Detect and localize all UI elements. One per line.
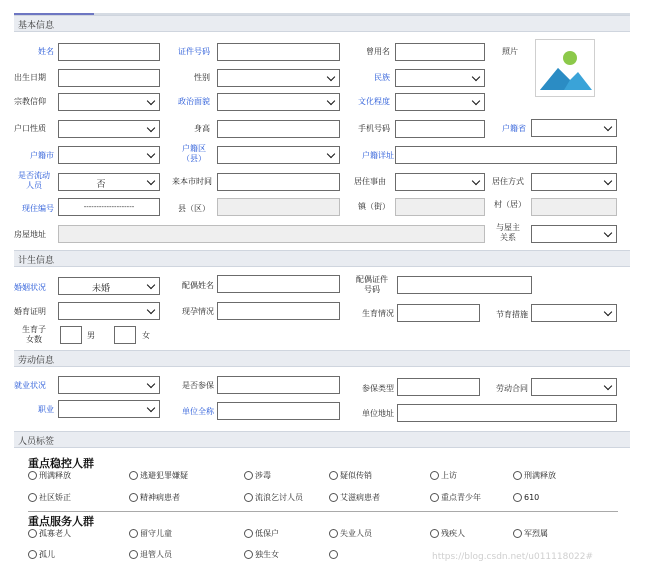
- key-service-title: 重点服务人群: [28, 515, 94, 528]
- tag-option-label: 刑满释放: [524, 471, 556, 480]
- spouse-name-label: 配偶姓名: [182, 281, 214, 290]
- employer-input[interactable]: [217, 402, 340, 420]
- radio-circle-icon: [430, 529, 439, 538]
- insurance-type-input[interactable]: [397, 378, 480, 396]
- radio-circle-icon: [430, 493, 439, 502]
- tag-option-label: 留守儿童: [140, 529, 172, 538]
- tag-option[interactable]: [329, 528, 372, 540]
- name-input[interactable]: [58, 43, 160, 61]
- children-count-label: 生育子 女数: [22, 325, 46, 344]
- tag-option[interactable]: [129, 549, 172, 561]
- radio-circle-icon: [329, 493, 338, 502]
- occupation-select[interactable]: [58, 400, 160, 418]
- residence-reason-select[interactable]: [395, 173, 485, 191]
- section-tags-header: [14, 431, 630, 448]
- radio-circle-icon: [28, 550, 37, 559]
- tag-option-label: 刑满释放: [39, 471, 71, 480]
- divider: [28, 511, 618, 512]
- radio-circle-icon: [129, 471, 138, 480]
- marital-status-select[interactable]: [58, 277, 160, 295]
- birth-date-input[interactable]: [58, 69, 160, 87]
- male-label: 男: [87, 331, 95, 340]
- tag-option-label: 孤寡老人: [39, 529, 71, 538]
- current-pregnancy-input[interactable]: [217, 302, 340, 320]
- tag-option-label: 独生女: [255, 550, 279, 559]
- floating-person-label: 是否流动 人员: [18, 171, 50, 190]
- radio-circle-icon: [244, 550, 253, 559]
- household-city-label: 户籍市: [30, 151, 54, 160]
- tag-option-label: 精神病患者: [140, 493, 180, 502]
- radio-circle-icon: [28, 493, 37, 502]
- tag-option-label: 低保户: [255, 529, 279, 538]
- tag-option[interactable]: [513, 492, 539, 504]
- contraception-label: 节育措施: [496, 310, 528, 319]
- radio-circle-icon: [329, 529, 338, 538]
- ethnicity-label: 民族: [374, 73, 390, 82]
- tag-option[interactable]: [244, 470, 271, 482]
- radio-circle-icon: [244, 493, 253, 502]
- village-label: 村（居）: [494, 200, 526, 209]
- phone-label: 手机号码: [358, 124, 390, 133]
- radio-circle-icon: [513, 529, 522, 538]
- radio-circle-icon: [28, 529, 37, 538]
- religion-select[interactable]: [58, 93, 160, 111]
- id-number-label: 证件号码: [178, 47, 210, 56]
- tag-option[interactable]: [430, 492, 481, 504]
- household-detail-label: 户籍详址: [362, 151, 394, 160]
- photo-placeholder[interactable]: [535, 39, 595, 97]
- house-address-input: [58, 225, 485, 243]
- occupation-label: 职业: [38, 405, 54, 414]
- radio-circle-icon: [513, 493, 522, 502]
- labor-contract-label: 劳动合同: [496, 384, 528, 393]
- spouse-id-input[interactable]: [397, 276, 532, 294]
- political-status-label: 政治面貌: [178, 97, 210, 106]
- former-name-label: 曾用名: [366, 47, 390, 56]
- tag-option-label: 涉毒: [255, 471, 271, 480]
- county-label: 县（区）: [178, 204, 210, 213]
- marital-value: 未婚: [91, 284, 110, 294]
- tag-option[interactable]: [513, 470, 556, 482]
- phone-input[interactable]: [395, 120, 485, 138]
- current-pregnancy-label: 现孕情况: [182, 307, 214, 316]
- relation-owner-select[interactable]: [531, 225, 617, 243]
- tag-option[interactable]: [129, 470, 188, 482]
- tag-option[interactable]: [28, 528, 71, 540]
- tag-option[interactable]: [244, 492, 303, 504]
- tag-option-label: 孤儿: [39, 550, 55, 559]
- tag-option-label: 艾滋病患者: [340, 493, 380, 502]
- religion-label: 宗教信仰: [14, 97, 46, 106]
- tag-option-label: 疑似传销: [340, 471, 372, 480]
- tag-option[interactable]: [513, 528, 548, 540]
- tag-option-label: 军烈属: [524, 529, 548, 538]
- image-icon: [536, 40, 594, 96]
- radio-circle-icon: [129, 550, 138, 559]
- photo-label: 照片: [502, 47, 518, 56]
- section-title: 劳动信息: [18, 356, 55, 366]
- insurance-type-label: 参保类型: [362, 384, 394, 393]
- employment-status-label: 就业状况: [14, 381, 46, 390]
- tag-option[interactable]: [244, 549, 279, 561]
- tag-option-label: 社区矫正: [39, 493, 71, 502]
- tag-option-label: 逃避犯罪嫌疑: [140, 471, 188, 480]
- former-name-input[interactable]: [395, 43, 485, 61]
- name-label: 姓名: [38, 47, 54, 56]
- watermark: https://blog.csdn.net/u011118022#: [432, 552, 594, 562]
- tag-option[interactable]: [430, 528, 465, 540]
- current-code-label: 现住编号: [22, 204, 54, 213]
- education-label: 文化程度: [358, 97, 390, 106]
- section-title: 人员标签: [18, 437, 55, 447]
- tag-option[interactable]: [28, 549, 55, 561]
- height-input[interactable]: [217, 120, 340, 138]
- household-type-label: 户口性质: [14, 124, 46, 133]
- household-type-select[interactable]: [58, 120, 160, 138]
- section-title: 计生信息: [18, 256, 55, 266]
- tag-option[interactable]: [28, 470, 71, 482]
- floating-value: 否: [96, 180, 106, 190]
- tag-option[interactable]: [28, 492, 71, 504]
- education-select[interactable]: [395, 93, 485, 111]
- residence-mode-label: 居住方式: [492, 177, 524, 186]
- gender-label: 性别: [194, 73, 210, 82]
- spouse-name-input[interactable]: [217, 275, 340, 293]
- employer-address-label: 单位地址: [362, 409, 394, 418]
- radio-circle-icon: [244, 529, 253, 538]
- radio-circle-icon: [28, 471, 37, 480]
- tag-option[interactable]: [329, 549, 340, 561]
- political-status-select[interactable]: [217, 93, 340, 111]
- birth-date-label: 出生日期: [14, 73, 46, 82]
- insured-label: 是否参保: [182, 381, 214, 390]
- male-count-input[interactable]: [60, 326, 82, 344]
- section-title: 基本信息: [18, 21, 55, 31]
- tag-option-label: 退管人员: [140, 550, 172, 559]
- tag-option[interactable]: [129, 492, 180, 504]
- current-code-value: --------------------: [83, 203, 135, 211]
- tag-option[interactable]: [244, 528, 279, 540]
- marriage-cert-select[interactable]: [58, 302, 160, 320]
- household-detail-input[interactable]: [395, 146, 617, 164]
- tag-option[interactable]: [329, 492, 380, 504]
- insured-input[interactable]: [217, 376, 340, 394]
- tag-option-label: 上访: [441, 471, 457, 480]
- employer-address-input[interactable]: [397, 404, 617, 422]
- radio-circle-icon: [129, 493, 138, 502]
- current-code-input[interactable]: [58, 198, 160, 216]
- radio-circle-icon: [430, 471, 439, 480]
- arrival-time-input[interactable]: [217, 173, 340, 191]
- arrival-time-label: 来本市时间: [172, 177, 212, 186]
- radio-circle-icon: [329, 471, 338, 480]
- residence-reason-label: 居住事由: [354, 177, 386, 186]
- height-label: 身高: [194, 124, 210, 133]
- household-city-select[interactable]: [58, 146, 160, 164]
- tag-option-label: 残疾人: [441, 529, 465, 538]
- household-district-select[interactable]: [217, 146, 340, 164]
- town-input: [395, 198, 485, 216]
- birth-status-input[interactable]: [397, 304, 480, 322]
- ethnicity-select[interactable]: [395, 69, 485, 87]
- household-province-label: 户籍省: [502, 124, 526, 133]
- radio-circle-icon: [513, 471, 522, 480]
- employer-label: 单位全称: [182, 407, 214, 416]
- town-label: 镇（街）: [358, 202, 390, 211]
- section-basic-header: [14, 15, 630, 32]
- labor-contract-select[interactable]: [531, 378, 617, 396]
- employment-status-select[interactable]: [58, 376, 160, 394]
- household-province-select[interactable]: [531, 119, 617, 137]
- key-control-title: 重点稳控人群: [28, 457, 94, 470]
- spouse-id-label: 配偶证件 号码: [356, 275, 388, 294]
- radio-circle-icon: [329, 550, 338, 559]
- female-count-input[interactable]: [114, 326, 136, 344]
- birth-status-label: 生育情况: [362, 309, 394, 318]
- tag-option[interactable]: [430, 470, 457, 482]
- section-labor-header: [14, 350, 630, 367]
- tag-option-label: 失业人员: [340, 529, 372, 538]
- tag-option-label: 重点青少年: [441, 493, 481, 502]
- gender-select[interactable]: [217, 69, 340, 87]
- county-input: [217, 198, 340, 216]
- marriage-cert-label: 婚育证明: [14, 307, 46, 316]
- tag-option[interactable]: [329, 470, 372, 482]
- relation-owner-label: 与屋主 关系: [496, 223, 520, 242]
- marital-status-label: 婚姻状况: [14, 283, 46, 292]
- tag-option-label: 流浪乞讨人员: [255, 493, 303, 502]
- village-input: [531, 198, 617, 216]
- residence-mode-select[interactable]: [531, 173, 617, 191]
- house-address-label: 房屋地址: [14, 230, 46, 239]
- floating-person-select[interactable]: [58, 173, 160, 191]
- household-district-label: 户籍区 （县）: [182, 144, 206, 163]
- female-label: 女: [142, 331, 150, 340]
- tag-option[interactable]: [129, 528, 172, 540]
- tag-option-label: 610: [524, 493, 540, 502]
- radio-circle-icon: [244, 471, 253, 480]
- radio-circle-icon: [129, 529, 138, 538]
- id-number-input[interactable]: [217, 43, 340, 61]
- contraception-select[interactable]: [531, 304, 617, 322]
- section-family-header: [14, 250, 630, 267]
